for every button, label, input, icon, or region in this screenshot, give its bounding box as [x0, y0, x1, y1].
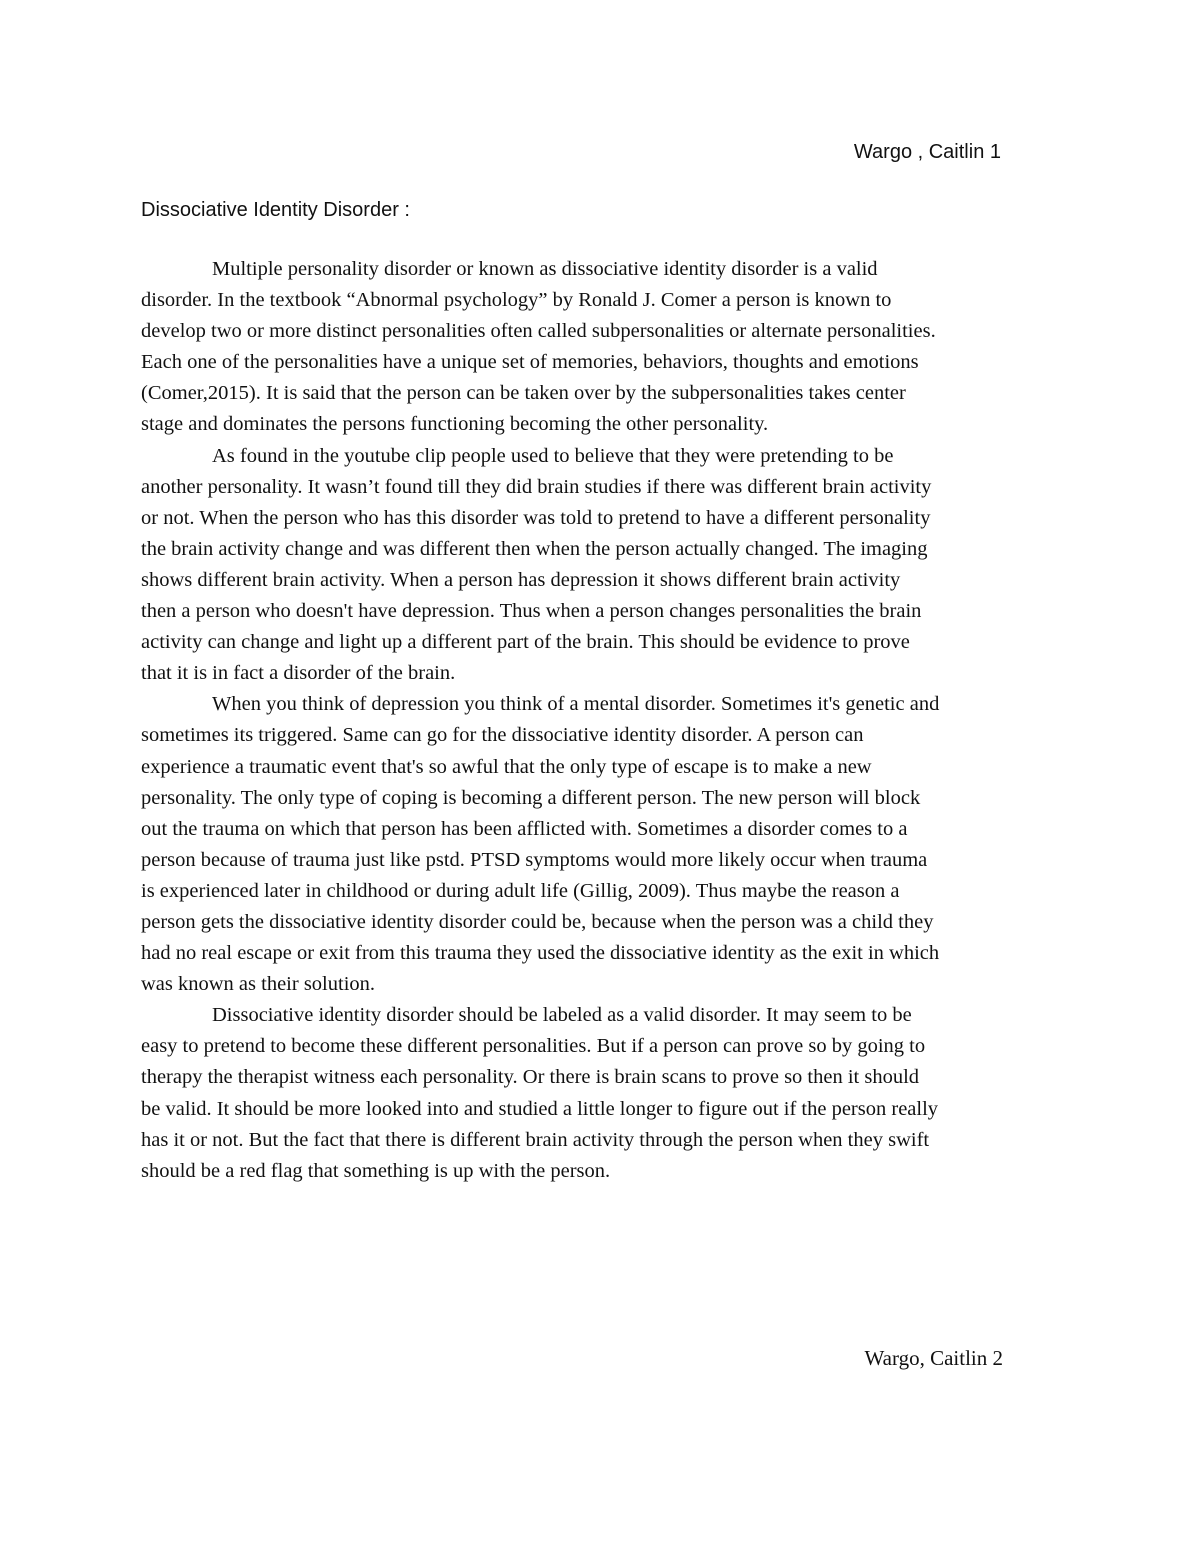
text-line: or not. When the person who has this disorder was told to pretend to have a different personality [141, 506, 931, 529]
text-line: experience a traumatic event that's so awful that the only type of escape is to make a new [141, 755, 872, 778]
text-line: is experienced later in childhood or during adult life (Gillig, 2009). Thus maybe the reason a [141, 879, 900, 902]
text-line: Each one of the personalities have a unique set of memories, behaviors, thoughts and emotions [141, 351, 919, 374]
text-line: another personality. It wasn’t found till they did brain studies if there was different brain activity [141, 475, 932, 498]
text-line: As found in the youtube clip people used to believe that they were pretending to be [212, 444, 894, 467]
text-line: easy to pretend to become these different personalities. But if a person can prove so by going to [141, 1035, 926, 1058]
text-line: develop two or more distinct personalities often called subpersonalities or alternate personalities. [141, 320, 936, 343]
text-line: out the trauma on which that person has been afflicted with. Sometimes a disorder comes to a [141, 817, 908, 840]
text-line: stage and dominates the persons functioning becoming the other personality. [141, 413, 769, 436]
paragraph-1 [141, 254, 1059, 441]
page-header: Wargo , Caitlin 1 [853, 141, 1001, 163]
text-line: Dissociative identity disorder should be labeled as a valid disorder. It may seem to be [212, 1004, 912, 1027]
text-line: (Comer,2015). It is said that the person can be taken over by the subpersonalities takes center [141, 382, 906, 405]
text-line: Multiple personality disorder or known as dissociative identity disorder is a valid [212, 258, 878, 280]
text-line: had no real escape or exit from this trauma they used the dissociative identity as the exit in which [141, 942, 940, 965]
text-line: shows different brain activity. When a person has depression it shows different brain activity [141, 568, 901, 591]
paragraph-4 [141, 1000, 1059, 1187]
text-line: the brain activity change and was different then when the person actually changed. The imaging [141, 537, 928, 560]
text-line: then a person who doesn't have depression. Thus when a person changes personalities the brain [141, 600, 922, 623]
text-line: person gets the dissociative identity disorder could be, because when the person was a child they [141, 910, 934, 933]
document-title: Dissociative Identity Disorder : [141, 199, 410, 221]
text-line: was known as their solution. [141, 973, 376, 996]
text-line: activity can change and light up a different part of the brain. This should be evidence to prove [141, 631, 910, 654]
text-line: that it is in fact a disorder of the brain. [141, 662, 456, 685]
text-line: disorder. In the textbook “Abnormal psychology” by Ronald J. Comer a person is known to [141, 289, 892, 312]
page-2-header: Wargo, Caitlin 2 [864, 1346, 1003, 1370]
text-line: personality. The only type of coping is becoming a different person. The new person will block [141, 786, 921, 809]
text-line: be valid. It should be more looked into and studied a little longer to figure out if the person really [141, 1097, 939, 1120]
paragraph-3 [141, 689, 1059, 1000]
text-line: sometimes its triggered. Same can go for the dissociative identity disorder. A person can [141, 724, 864, 747]
text-line: should be a red flag that something is up with the person. [141, 1159, 611, 1182]
text-line: When you think of depression you think of a mental disorder. Sometimes it's genetic and [212, 693, 940, 716]
essay-body [141, 254, 1059, 1187]
text-line: person because of trauma just like pstd. PTSD symptoms would more likely occur when trauma [141, 848, 928, 871]
paragraph-2 [141, 441, 1059, 690]
text-line: therapy the therapist witness each personality. Or there is brain scans to prove so then it should [141, 1066, 920, 1089]
text-line: has it or not. But the fact that there is different brain activity through the person when they swift [141, 1128, 930, 1151]
